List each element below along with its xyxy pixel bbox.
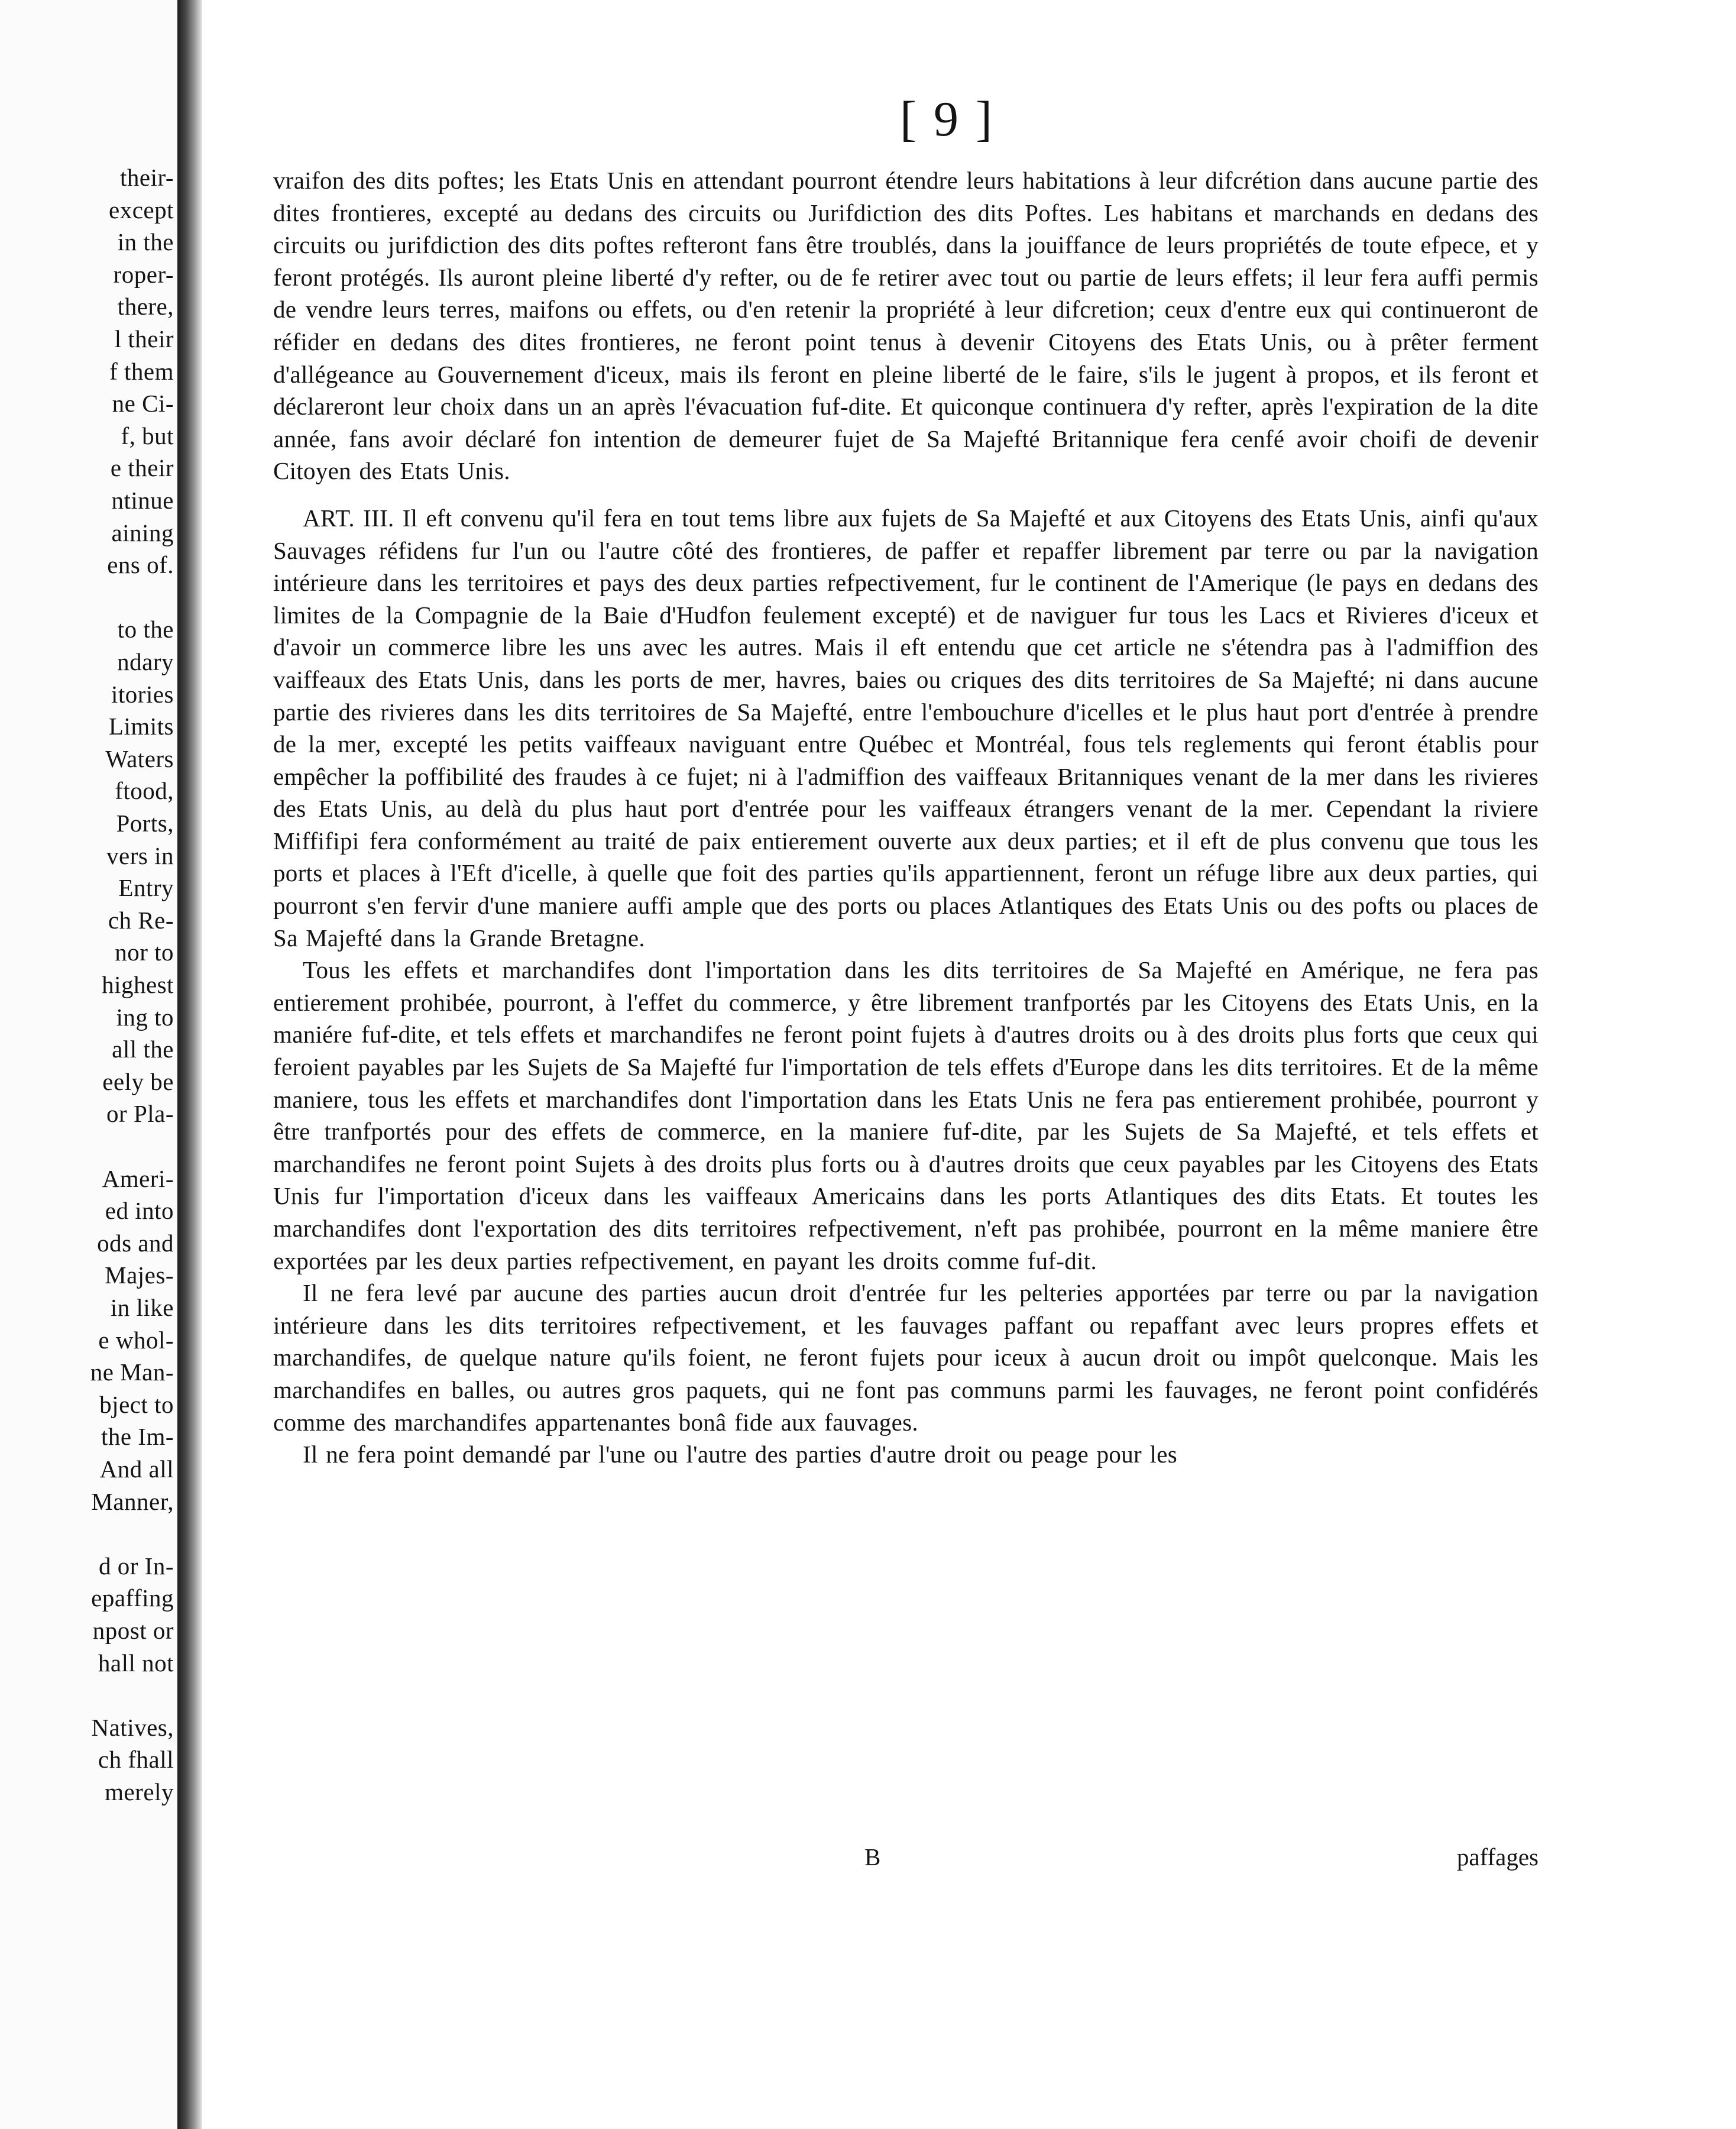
facing-page-line: roper- — [113, 260, 174, 288]
facing-page-line: in like — [110, 1294, 174, 1321]
facing-page-line: their- — [120, 164, 174, 191]
paragraph: Il ne fera levé par aucune des parties aucun droit d'entrée fur les pelteries apportées par terre ou par la navigation intérieure dans les dits territoires refpectivement, et les fauvages paffant ou repaffant avec leurs propres effets et marchandifes, de quelque nature qu'ils foient, ne feront fujets pour iceux à aucun droit ou impôt quelconque. Mais les marchandifes en balles, ou autres gros paquets, qui ne font pas communs parmi les fauvages, ne feront point confidérés comme des marchandifes appartenantes bonâ fide aux fauvages. — [273, 1279, 1539, 1436]
facing-page-line: Limits — [108, 713, 174, 740]
facing-page-line: nor to — [115, 939, 174, 966]
paragraph: vraifon des dits poftes; les Etats Unis en attendant pourront étendre leurs habitations à leur difcrétion dans aucune partie des dites frontieres, excepté au dedans des circuits ou Jurifdiction des dits Poftes. Les habitans et marchands en dedans des circuits ou jurifdiction des dits poftes refteront fans être troublés, dans la jouiffance de leurs propriétés de toute efpece, et y feront protégés. Ils auront pleine liberté d'y refter, ou de fe retirer avec tout ou partie de leurs effets; il leur fera auffi permis de vendre leurs terres, maifons ou effets, ou d'en retenir la propriété à leur difcretion; ceux d'entre eux qui continueront de réfider en dedans des dites frontieres, ne feront point tenus à devenir Citoyens des Etats Unis, ou à prêter ferment d'allégeance au Gouvernement d'iceux, mais ils feront en pleine liberté de le faire, s'ils le jugent à propos, et ils feront et déclareront leur choix dans un an après l'évacuation fuf-dite. Et quiconque continuera d'y refter, après l'expiration de la dite année, fans avoir déclaré fon intention de demeurer fujet de Sa Majefté Britannique fera cenfé avoir choifi de devenir Citoyen des Etats Unis. — [273, 167, 1539, 485]
facing-page-line: eely be — [102, 1067, 174, 1095]
facing-page-line: aining — [111, 519, 174, 546]
document-page — [202, 0, 1736, 2129]
page-number: [ 9 ] — [900, 92, 995, 147]
facing-page-line: ch fhall — [98, 1746, 174, 1774]
facing-page-line: ne Ci- — [112, 390, 174, 418]
facing-page-line: ntinue — [111, 487, 174, 514]
facing-page-line: epaffing — [91, 1584, 174, 1612]
paragraph: Il ne fera point demandé par l'une ou l'autre des parties d'autre droit ou peage pour les — [303, 1441, 1177, 1468]
facing-page-line: Ameri- — [102, 1164, 174, 1192]
facing-page-line: merely — [105, 1778, 174, 1806]
facing-page-line: bject to — [99, 1390, 174, 1418]
facing-page-line: ed into — [105, 1197, 174, 1225]
facing-page-line: ch Re- — [108, 906, 174, 934]
facing-page-line: hall not — [98, 1649, 174, 1677]
facing-page-line: all the — [112, 1036, 174, 1063]
facing-page-line: ftood, — [115, 777, 174, 805]
facing-page-line: ing to — [116, 1003, 174, 1031]
book-gutter — [177, 0, 202, 2129]
facing-page-line: Natives, — [91, 1713, 174, 1741]
facing-page-line: to the — [117, 616, 174, 643]
facing-page-line: except — [109, 196, 174, 224]
facing-page-line: Manner, — [91, 1487, 174, 1515]
facing-page-line: Waters — [105, 745, 174, 772]
facing-page-line: itories — [111, 680, 174, 708]
article-paragraph: ART. III. Il eft convenu qu'il fera en tout tems libre aux fujets de Sa Majefté et aux Citoyens des Etats Unis, ainfi qu'aux Sauvages réfidens fur l'un ou l'autre côté des frontieres, de paffer et repaffer librement par terre ou par la navigation intérieure dans les territoires et pays des deux parties refpectivement, fur le continent de l'Amerique (le pays en dedans des limites de la Compagnie de la Baie d'Hudfon feulement excepté) et de naviguer fur tous les Lacs et Rivieres d'iceux et d'avoir un commerce libre les uns avec les autres. Mais il eft entendu que cet article ne s'étendra pas à l'admiffion des vaiffeaux des Etats Unis, dans les ports de mer, havres, baies ou criques des dits territoires de Sa Majefté; ni dans aucune partie des rivieres dans les dits territoires de Sa Majefté, entre l'embouchure d'icelles et le plus haut port d'entrée à prendre de la mer, excepté les petits vaiffeaux naviguant entre Québec et Montréal, fous tels reglements qui feront établis pour empêcher la poffibilité des fraudes à ce fujet; ni à l'admiffion des vaiffeaux Britanniques venant de la mer dans les rivieres des Etats Unis, au delà du plus haut port d'entrée pour les vaiffeaux étrangers venant de la mer. Cependant la riviere Miffifipi fera conformément au traité de paix entierement ouverte aux deux parties; et il eft de plus convenu que tous les ports et places à l'Eft d'icelle, à quelle que foit des parties qu'ils appartiennent, feront un réfuge libre aux deux parties, qui pourront s'en fervir d'une maniere auffi ample que des ports ou places Atlantiques des Etats Unis ou des pofts ou places de Sa Majefté dans la Grande Bretagne. — [273, 504, 1539, 952]
facing-page-line: ne Man- — [90, 1358, 174, 1386]
facing-page-line: Entry — [118, 874, 174, 902]
facing-page-line: ods and — [97, 1229, 174, 1257]
facing-page-line: ndary — [117, 648, 174, 675]
facing-page-line: e their — [110, 454, 174, 482]
body-text — [273, 164, 1539, 1471]
facing-page-line: vers in — [106, 842, 174, 869]
facing-page-line: npost or — [92, 1617, 174, 1644]
facing-page-line: And all — [99, 1455, 174, 1483]
paragraph: Tous les effets et marchandifes dont l'importation dans les dits territoires de Sa Majefté en Amérique, ne fera pas entierement prohibée, pourront, à l'effet du commerce, y être librement tranfportés par les Citoyens des Etats Unis, en la maniére fuf-dite, et tels effets et marchandifes ne feront point fujets à d'autres droits ou à des droits plus forts que ceux qui feroient payables par les Sujets de Sa Majefté fur l'importation de tels effets d'Europe dans les dits territoires. Et de la même maniere, tous les effets et marchandifes dont l'importation dans les Etats Unis ne fera pas entierement prohibée, pourront y être tranfportés pour des effets de commerce, en la maniere fuf-dite, par les Sujets de Sa Majefté, et tels effets et marchandifes ne feront point Sujets à des droits plus forts ou à d'autres droits que ceux payables par les Citoyens des Etats Unis fur l'importation d'iceux dans les vaiffeaux Americains dans les ports Atlantiques des dits Etats. Et toutes les marchandifes dont l'exportation des dits territoires refpectivement, n'eft pas prohibée, pourront en la même maniere être exportées par les deux parties refpectivement, en payant les droits comme fuf-dit. — [273, 956, 1539, 1274]
facing-page-line: highest — [102, 971, 174, 998]
facing-page-line: f them — [109, 357, 174, 385]
facing-page-line: e whol- — [98, 1326, 174, 1354]
facing-page-line: in the — [117, 228, 174, 256]
catchword: paffages — [1456, 1843, 1539, 1871]
facing-page-line: the Im- — [101, 1423, 174, 1451]
facing-page-line: there, — [117, 293, 174, 321]
signature-mark: B — [864, 1843, 881, 1871]
facing-page-line: l their — [114, 325, 174, 352]
facing-page-fragment — [0, 0, 177, 2129]
facing-page-line: or Pla- — [106, 1100, 174, 1128]
facing-page-line: f, but — [121, 422, 174, 449]
facing-page-line: ens of. — [107, 551, 174, 579]
facing-page-line: d or In- — [99, 1552, 174, 1580]
facing-page-line: Majes- — [105, 1261, 174, 1289]
facing-page-line: Ports, — [116, 810, 174, 837]
